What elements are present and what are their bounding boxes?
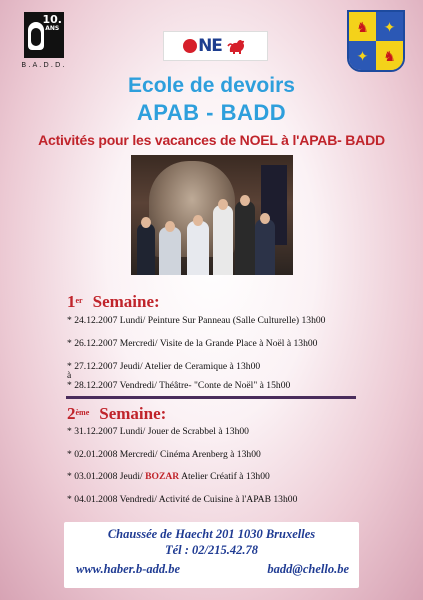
badd-logo — [18, 12, 70, 74]
bozar-highlight: BOZAR — [145, 471, 180, 482]
week1-item: * 27.12.2007 Jeudi/ Atelier de Ceramique à 13h00 — [67, 361, 261, 372]
week1-item: * 24.12.2007 Lundi/ Peinture Sur Panneau (Salle Culturelle) 13h00 — [67, 315, 326, 326]
one-logo — [163, 31, 268, 61]
badd-anniversary: 10. ANS — [42, 13, 62, 32]
page-title: Ecole de devoirs — [128, 74, 295, 97]
event-photo — [131, 155, 293, 275]
week2-heading: 2ème Semaine: — [67, 404, 167, 423]
address: Chaussée de Haecht 201 1030 Bruxelles — [107, 527, 316, 541]
week2-item: * 02.01.2008 Mercredi/ Cinéma Arenberg à 13h00 — [67, 449, 261, 460]
week2-item: * 04.01.2008 Vendredi/ Activité de Cuisine à l'APAB 13h00 — [67, 494, 298, 505]
one-circle-icon — [183, 39, 197, 53]
badd-caption: B.A.D.D. — [21, 61, 67, 69]
coat-of-arms-icon: ♞ ✦ ✦ ♞ — [345, 10, 403, 76]
badd-emblem-icon — [24, 12, 64, 58]
phone: Tél : 02/215.42.78 — [164, 543, 259, 557]
website-link[interactable]: www.haber.b-add.be — [76, 562, 181, 576]
week1-connector: à — [67, 370, 72, 381]
one-logo-text: NE — [198, 36, 222, 56]
week1-item: * 28.12.2007 Vendredi/ Théâtre- "Conte de Noël" à 15h00 — [67, 380, 291, 391]
contact-footer — [64, 522, 359, 588]
week-divider — [66, 396, 356, 399]
week1-item: * 26.12.2007 Mercredi/ Visite de la Grande Place à Noël à 13h00 — [67, 338, 318, 349]
rooster-icon — [226, 36, 248, 56]
week2-item: * 31.12.2007 Lundi/ Jouer de Scrabbel à 13h00 — [67, 426, 249, 437]
page-subtitle: Activités pour les vacances de NOEL à l'APAB- BADD — [38, 132, 385, 148]
week1-heading: 1er Semaine: — [67, 292, 160, 311]
week2-item-bozar: * 03.01.2008 Jeudi/ BOZAR Atelier Créatif à 13h00 — [67, 471, 270, 482]
email-link[interactable]: badd@chello.be — [267, 562, 349, 576]
organization-name: APAB - BADD — [136, 100, 287, 125]
